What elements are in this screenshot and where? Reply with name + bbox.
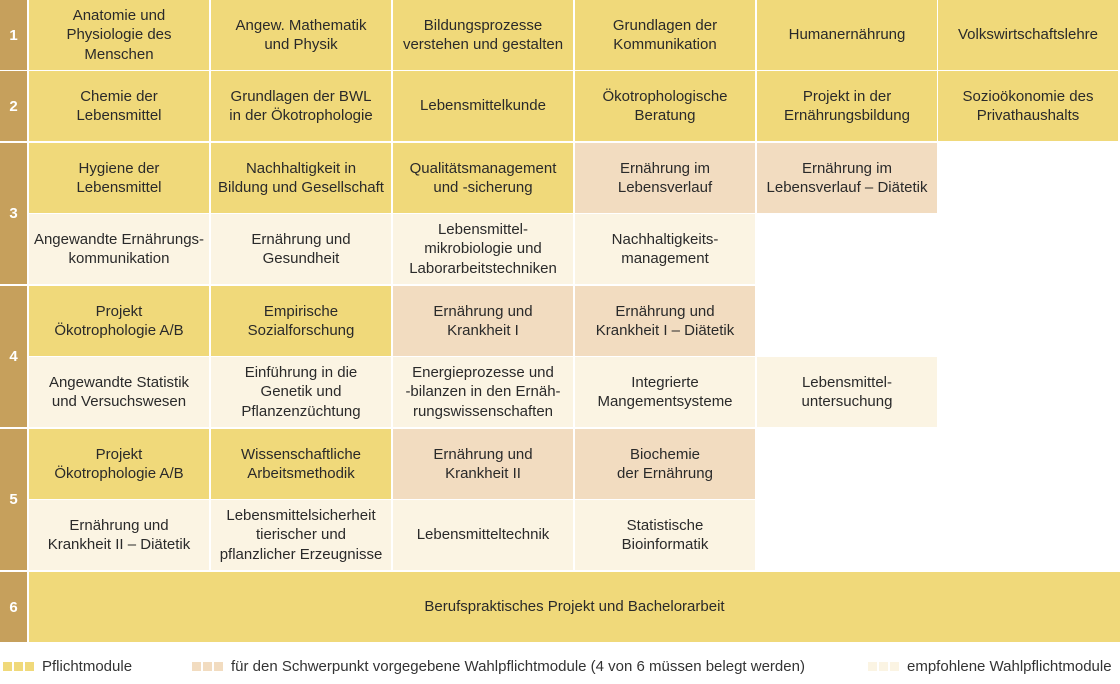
legend-swatch bbox=[879, 662, 888, 671]
module-cell: Projekt in der Ernährungsbildung bbox=[757, 71, 937, 141]
module-cell: Einführung in die Genetik und Pflanzenzüchtung bbox=[211, 357, 391, 427]
legend bbox=[0, 655, 1120, 677]
module-cell: Energieprozesse und -bilanzen in den Ernäh- rungswissenschaften bbox=[393, 357, 573, 427]
module-cell: Nachhaltigkeits- management bbox=[575, 214, 755, 284]
legend-label: für den Schwerpunkt vorgegebene Wahlpflichtmodule (4 von 6 müssen belegt werden) bbox=[231, 657, 805, 675]
legend-item-schwerpunkt bbox=[192, 655, 805, 677]
module-cell: Lebensmittelkunde bbox=[393, 71, 573, 141]
module-cell: Ernährung im Lebensverlauf bbox=[575, 143, 755, 213]
legend-item-pflicht bbox=[3, 655, 132, 677]
module-cell: Integrierte Mangementsysteme bbox=[575, 357, 755, 427]
legend-swatch bbox=[214, 662, 223, 671]
module-cell: Qualitätsmanagement und -sicherung bbox=[393, 143, 573, 213]
semester-label: 2 bbox=[0, 71, 27, 141]
legend-swatch bbox=[14, 662, 23, 671]
module-cell: Ernährung im Lebensverlauf – Diätetik bbox=[757, 143, 937, 213]
legend-swatch bbox=[25, 662, 34, 671]
module-cell: Nachhaltigkeit in Bildung und Gesellschaft bbox=[211, 143, 391, 213]
module-cell: Lebensmittel- mikrobiologie und Laborarbeitstechniken bbox=[393, 214, 573, 284]
module-cell: Humanernährung bbox=[757, 0, 937, 70]
module-cell: Angewandte Statistik und Versuchswesen bbox=[29, 357, 209, 427]
module-cell: Biochemie der Ernährung bbox=[575, 429, 755, 499]
module-cell: Projekt Ökotrophologie A/B bbox=[29, 286, 209, 356]
semester-label: 4 bbox=[0, 286, 27, 427]
legend-label: Pflichtmodule bbox=[42, 657, 133, 675]
module-cell: Chemie der Lebensmittel bbox=[29, 71, 209, 141]
module-cell: Volkswirtschaftslehre bbox=[938, 0, 1118, 70]
module-cell: Lebensmittelsicherheit tierischer und pflanzlicher Erzeugnisse bbox=[211, 500, 391, 570]
final-module-cell: Berufspraktisches Projekt und Bachelorarbeit bbox=[29, 572, 1120, 642]
legend-swatch bbox=[3, 662, 12, 671]
module-cell: Wissenschaftliche Arbeitsmethodik bbox=[211, 429, 391, 499]
semester-label: 3 bbox=[0, 143, 27, 284]
module-cell: Hygiene der Lebensmittel bbox=[29, 143, 209, 213]
module-cell: Ernährung und Gesundheit bbox=[211, 214, 391, 284]
module-cell: Statistische Bioinformatik bbox=[575, 500, 755, 570]
module-cell: Lebensmitteltechnik bbox=[393, 500, 573, 570]
module-cell: Angewandte Ernährungs- kommunikation bbox=[29, 214, 209, 284]
module-cell: Lebensmittel- untersuchung bbox=[757, 357, 937, 427]
semester-label: 5 bbox=[0, 429, 27, 570]
module-cell: Projekt Ökotrophologie A/B bbox=[29, 429, 209, 499]
semester-label: 6 bbox=[0, 572, 27, 642]
module-cell: Ernährung und Krankheit II bbox=[393, 429, 573, 499]
module-cell: Ökotrophologische Beratung bbox=[575, 71, 755, 141]
module-cell: Grundlagen der BWL in der Ökotrophologie bbox=[211, 71, 391, 141]
module-cell: Anatomie und Physiologie des Menschen bbox=[29, 0, 209, 70]
legend-swatch bbox=[192, 662, 201, 671]
module-cell: Sozioökonomie des Privathaushalts bbox=[938, 71, 1118, 141]
module-cell: Bildungsprozesse verstehen und gestalten bbox=[393, 0, 573, 70]
module-cell: Grundlagen der Kommunikation bbox=[575, 0, 755, 70]
module-cell: Ernährung und Krankheit I bbox=[393, 286, 573, 356]
module-cell: Ernährung und Krankheit II – Diätetik bbox=[29, 500, 209, 570]
legend-label: empfohlene Wahlpflichtmodule bbox=[907, 657, 1112, 675]
module-cell: Empirische Sozialforschung bbox=[211, 286, 391, 356]
legend-swatch bbox=[203, 662, 212, 671]
semester-label: 1 bbox=[0, 0, 27, 70]
module-cell: Angew. Mathematik und Physik bbox=[211, 0, 391, 70]
legend-item-empfohlen bbox=[868, 655, 1112, 677]
legend-swatch bbox=[868, 662, 877, 671]
legend-swatch bbox=[890, 662, 899, 671]
module-cell: Ernährung und Krankheit I – Diätetik bbox=[575, 286, 755, 356]
